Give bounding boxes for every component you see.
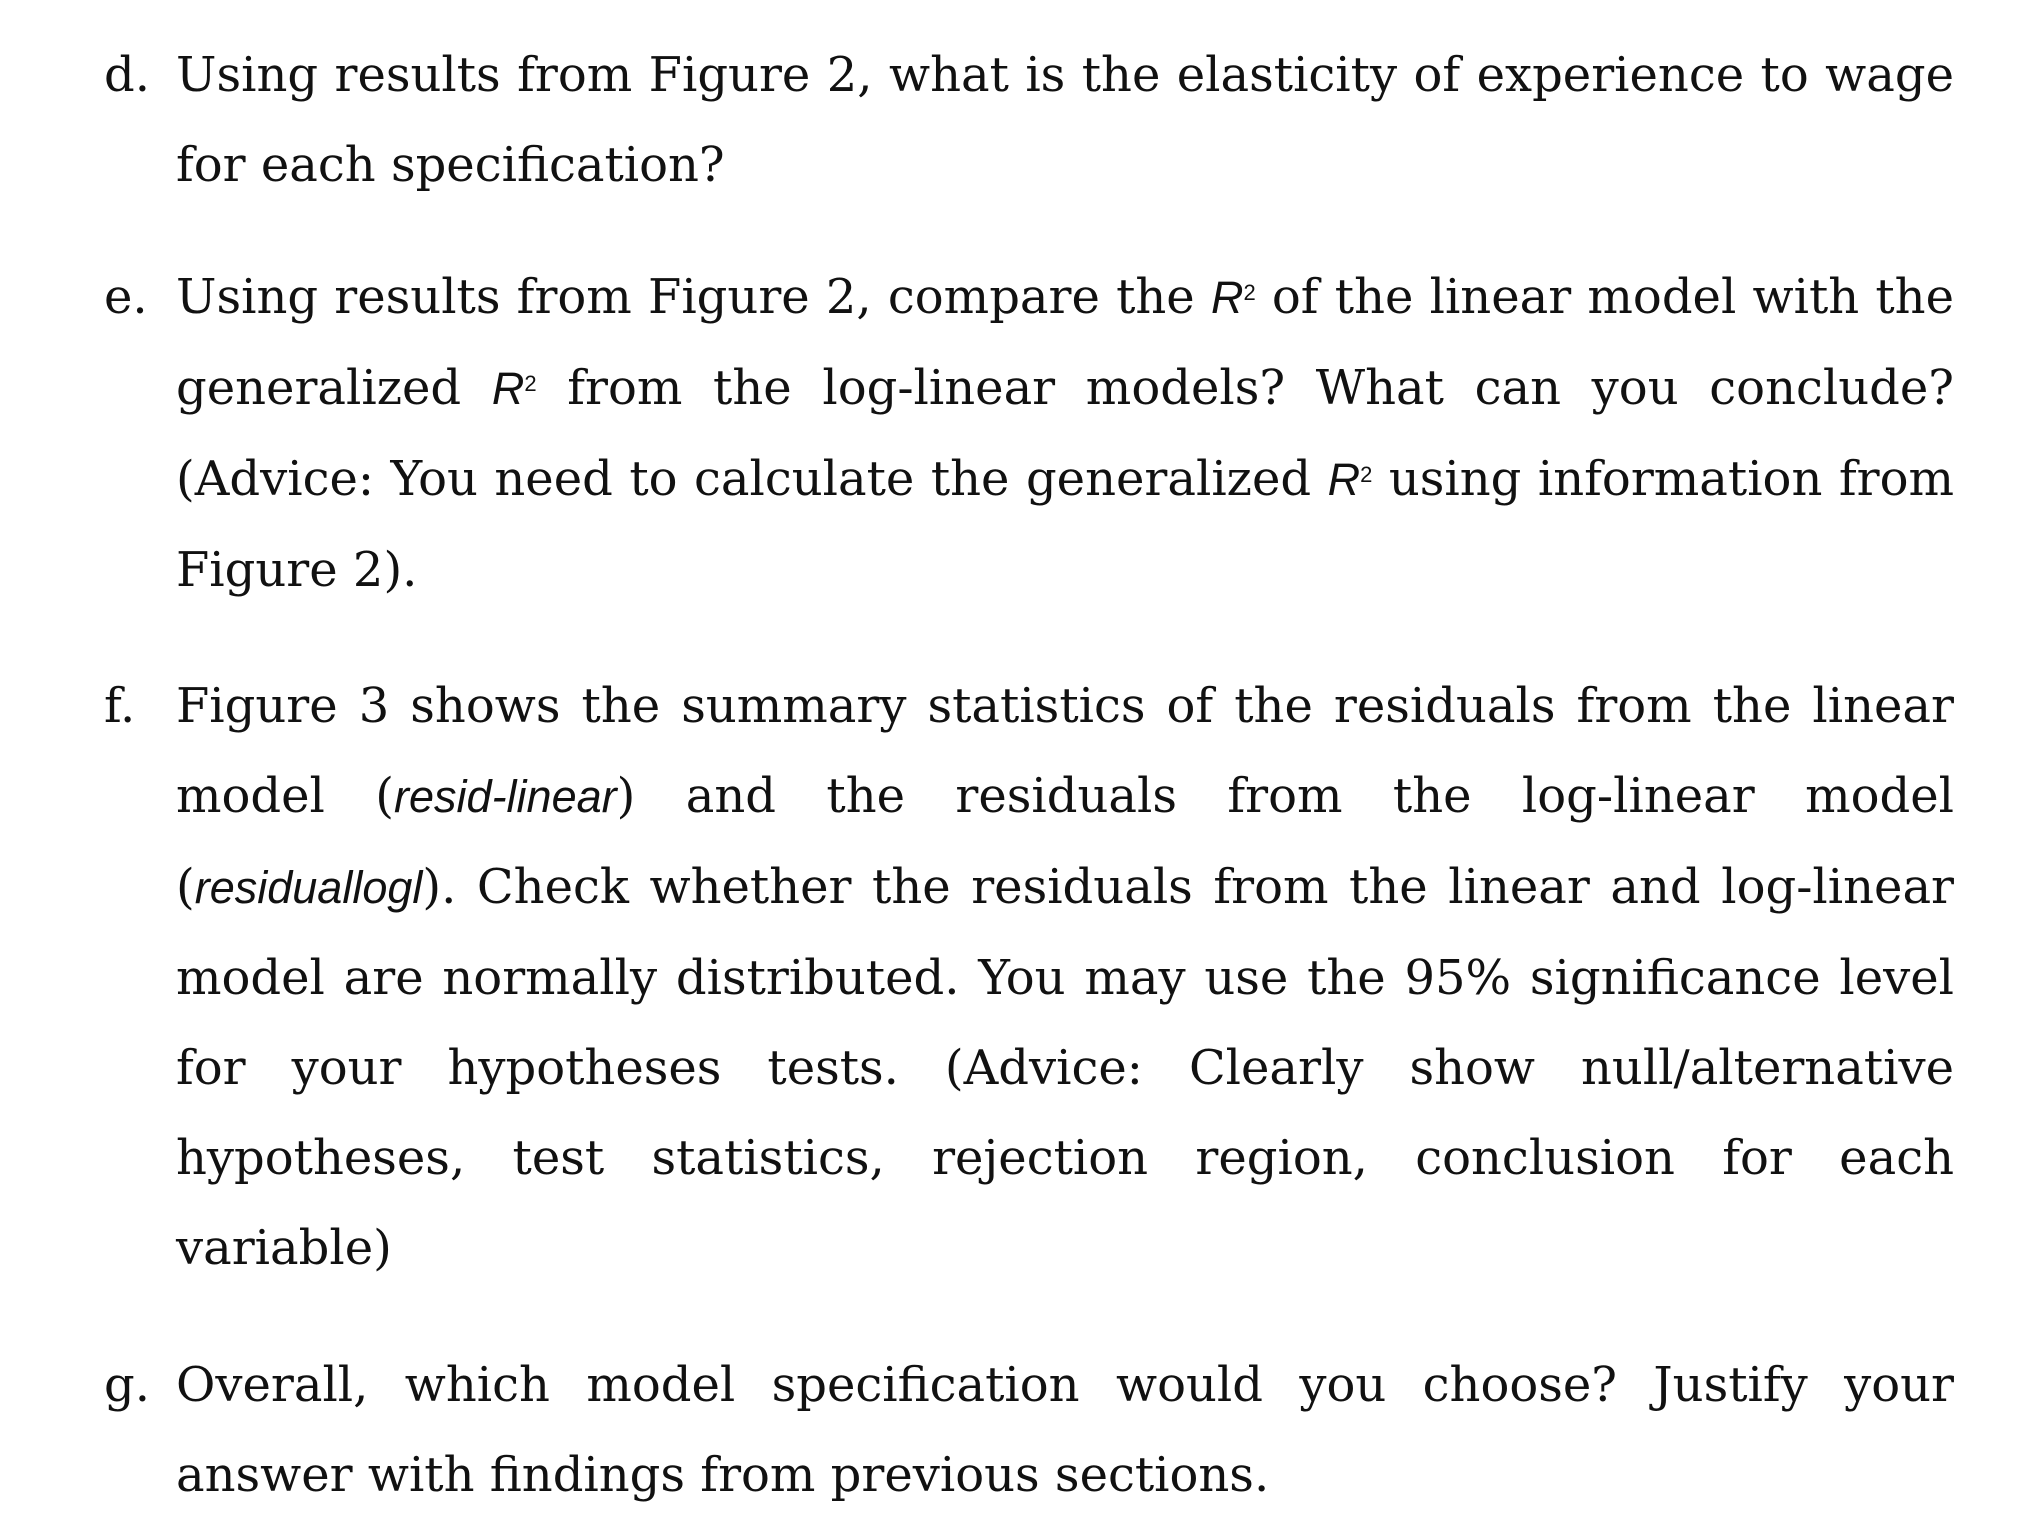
superscript: 2	[1243, 280, 1256, 305]
text-segment: ) and the residuals from the log-linear model (	[176, 768, 1954, 915]
text-segment: from the log-linear models? What can you conclude? (Advice: You need to calculate the generalized	[176, 360, 1954, 507]
question-d	[104, 30, 1954, 210]
text-segment: ). Check whether the residuals from the linear and log-linear model are normally distributed. You may use the 95% significance level for your hypotheses tests. (Advice: Clearly show null/alternative hypotheses, test statistics, rejection region, conclusion for each variable)	[176, 859, 1954, 1276]
question-text	[176, 252, 1954, 615]
r-squared-symbol: R	[491, 363, 525, 414]
question-label: d.	[104, 47, 150, 103]
text-segment: Using results from Figure 2, compare the	[176, 269, 1211, 325]
text-segment: of the linear model with the generalized	[176, 269, 1954, 416]
variable-name: residuallogl	[194, 862, 423, 913]
r-squared-symbol: R	[1327, 454, 1361, 505]
question-g	[104, 1340, 1954, 1520]
question-list	[104, 30, 1954, 1520]
superscript: 2	[524, 371, 537, 396]
question-e	[104, 252, 1954, 615]
question-label: g.	[104, 1357, 150, 1413]
text-segment: using information from Figure 2).	[176, 451, 1954, 598]
question-text	[176, 661, 1954, 1293]
question-label: f.	[104, 678, 136, 734]
r-squared-symbol: R	[1210, 272, 1244, 323]
variable-name: resid-linear	[394, 771, 617, 822]
question-f	[104, 661, 1954, 1293]
superscript: 2	[1360, 462, 1373, 487]
question-text: Using results from Figure 2, what is the elasticity of experience to wage for each specification?	[176, 47, 1954, 193]
question-text: Overall, which model specification would you choose? Justify your answer with findings from previous sections.	[176, 1357, 1954, 1503]
text-segment: Figure 3 shows the summary statistics of the residuals from the linear model (	[176, 678, 1954, 824]
question-label: e.	[104, 269, 148, 325]
